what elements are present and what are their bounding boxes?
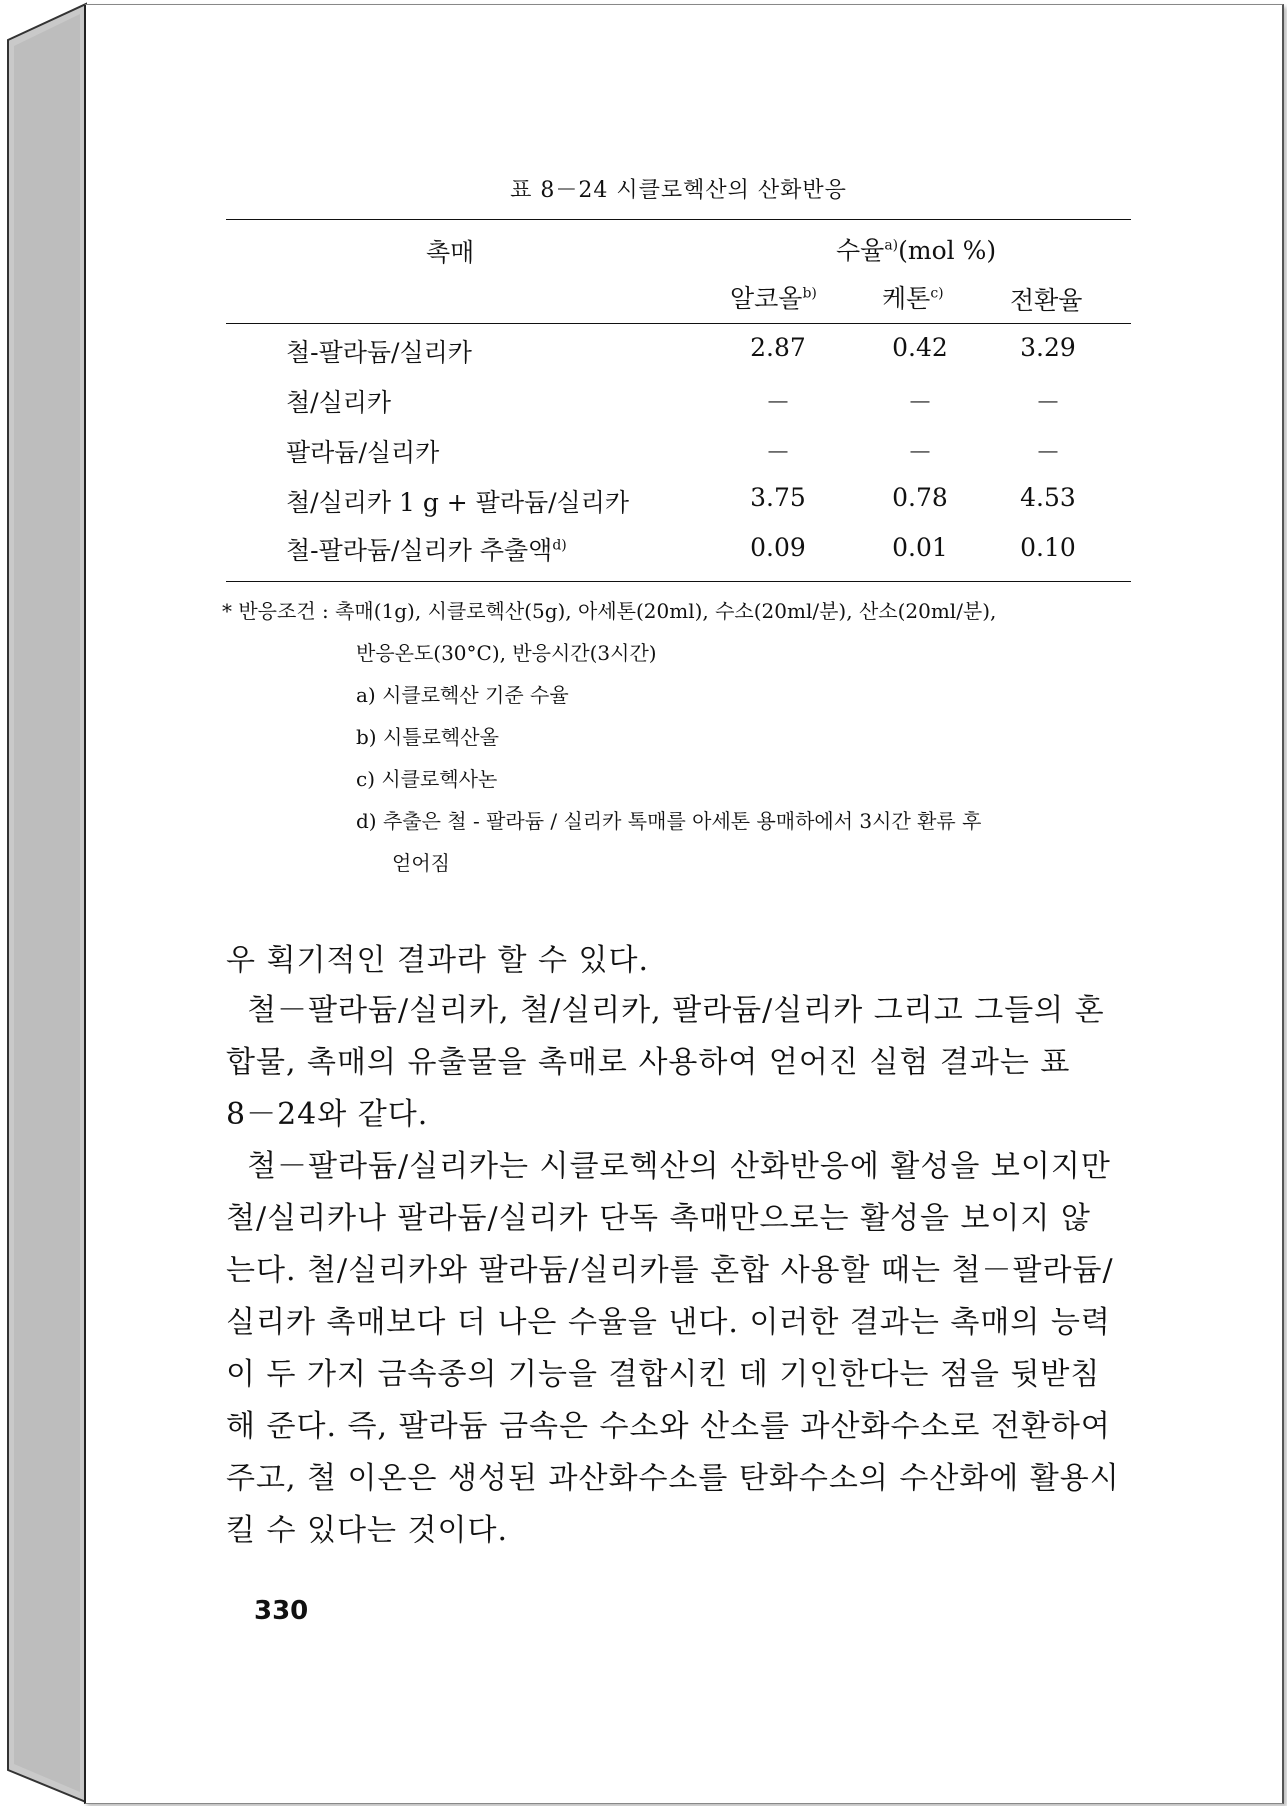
body-line: 이 두 가지 금속종의 기능을 결합시킨 데 기인한다는 점을 뒷받침	[226, 1357, 1101, 1392]
note-a: a) 시클로헥산 기준 수율	[356, 683, 569, 707]
row-3-ketone: －	[907, 438, 933, 467]
body-line: 철－팔라듐/실리카는 시클로헥산의 산화반응에 활성을 보이지만	[226, 1149, 1111, 1184]
header-catalyst: 촉매	[426, 238, 475, 267]
row-2-catalyst: 철/실리카	[286, 388, 392, 417]
row-5-conversion: 0.10	[1020, 533, 1076, 562]
body-line: 실리카 촉매보다 더 나은 수율을 낸다. 이러한 결과는 촉매의 능력	[226, 1305, 1111, 1340]
row-3-conversion: －	[1035, 438, 1061, 467]
note-c: c) 시클로헥사논	[356, 767, 498, 791]
row-1-conversion: 3.29	[1020, 333, 1076, 362]
row-4-ketone: 0.78	[892, 483, 948, 512]
header-yield	[836, 231, 996, 267]
header-yield-sup: a)	[884, 237, 899, 254]
row-1-catalyst: 철-팔라듐/실리카	[286, 338, 472, 367]
table-title: 표 8－24 시클로헥산의 산화반응	[510, 178, 847, 203]
header-yield-label: 수율	[836, 236, 885, 265]
table-bottom-rule	[226, 581, 1131, 582]
body-line: 해 준다. 즉, 팔라듐 금속은 수소와 산소를 과산화수소로 전환하여	[226, 1409, 1111, 1444]
header-ketone-sup: c)	[930, 285, 944, 302]
note-conditions-cont: 반응온도(30°C), 반응시간(3시간)	[356, 641, 657, 665]
table-header-rule	[226, 323, 1131, 324]
row-2-ketone: －	[907, 388, 933, 417]
table-top-rule	[226, 219, 1131, 220]
body-line: 주고, 철 이온은 생성된 과산화수소를 탄화수소의 수산화에 활용시	[226, 1461, 1120, 1496]
body-line: 8－24와 같다.	[226, 1097, 429, 1132]
header-alcohol	[730, 279, 817, 315]
row-4-conversion: 4.53	[1020, 483, 1076, 512]
note-conditions: * 반응조건 : 촉매(1g), 시클로헥산(5g), 아세톤(20ml), 수소(20ml/분), 산소(20ml/분),	[222, 599, 997, 623]
body-line: 킬 수 있다는 것이다.	[226, 1513, 508, 1548]
header-conversion: 전환율	[1010, 286, 1083, 315]
row-2-alcohol: －	[765, 388, 791, 417]
body-line: 합물, 촉매의 유출물을 촉매로 사용하여 얻어진 실험 결과는 표	[226, 1045, 1071, 1080]
body-line: 우 획기적인 결과라 할 수 있다.	[226, 943, 649, 978]
row-5-catalyst-label: 철-팔라듐/실리카 추출액	[286, 536, 553, 565]
header-yield-unit: (mol %)	[898, 236, 997, 265]
body-line: 철－팔라듐/실리카, 철/실리카, 팔라듐/실리카 그리고 그들의 혼	[226, 993, 1105, 1028]
row-4-catalyst: 철/실리카 1 g + 팔라듐/실리카	[286, 488, 629, 517]
row-1-alcohol: 2.87	[750, 333, 806, 362]
row-3-alcohol: －	[765, 438, 791, 467]
row-5-catalyst	[286, 531, 567, 567]
note-d-cont: 얻어짐	[392, 851, 450, 875]
row-3-catalyst: 팔라듐/실리카	[286, 438, 440, 467]
row-2-conversion: －	[1035, 388, 1061, 417]
header-alcohol-sup: b)	[802, 285, 817, 302]
row-5-ketone: 0.01	[892, 533, 948, 562]
page-number: 330	[254, 1596, 309, 1626]
row-5-alcohol: 0.09	[750, 533, 806, 562]
row-1-ketone: 0.42	[892, 333, 948, 362]
row-4-alcohol: 3.75	[750, 483, 806, 512]
book-page	[84, 4, 1284, 1804]
note-b: b) 시틀로헥산올	[356, 725, 499, 749]
body-line: 는다. 철/실리카와 팔라듐/실리카를 혼합 사용할 때는 철－팔라듐/	[226, 1253, 1114, 1288]
body-line: 철/실리카나 팔라듐/실리카 단독 촉매만으로는 활성을 보이지 않	[226, 1201, 1091, 1236]
header-ketone	[882, 279, 944, 315]
header-alcohol-label: 알코올	[730, 284, 803, 313]
header-ketone-label: 케톤	[882, 284, 931, 313]
row-5-catalyst-sup: d)	[552, 537, 567, 554]
note-d: d) 추출은 철 - 팔라듐 / 실리카 톡매를 아세톤 용매하에서 3시간 환류 후	[356, 809, 982, 833]
